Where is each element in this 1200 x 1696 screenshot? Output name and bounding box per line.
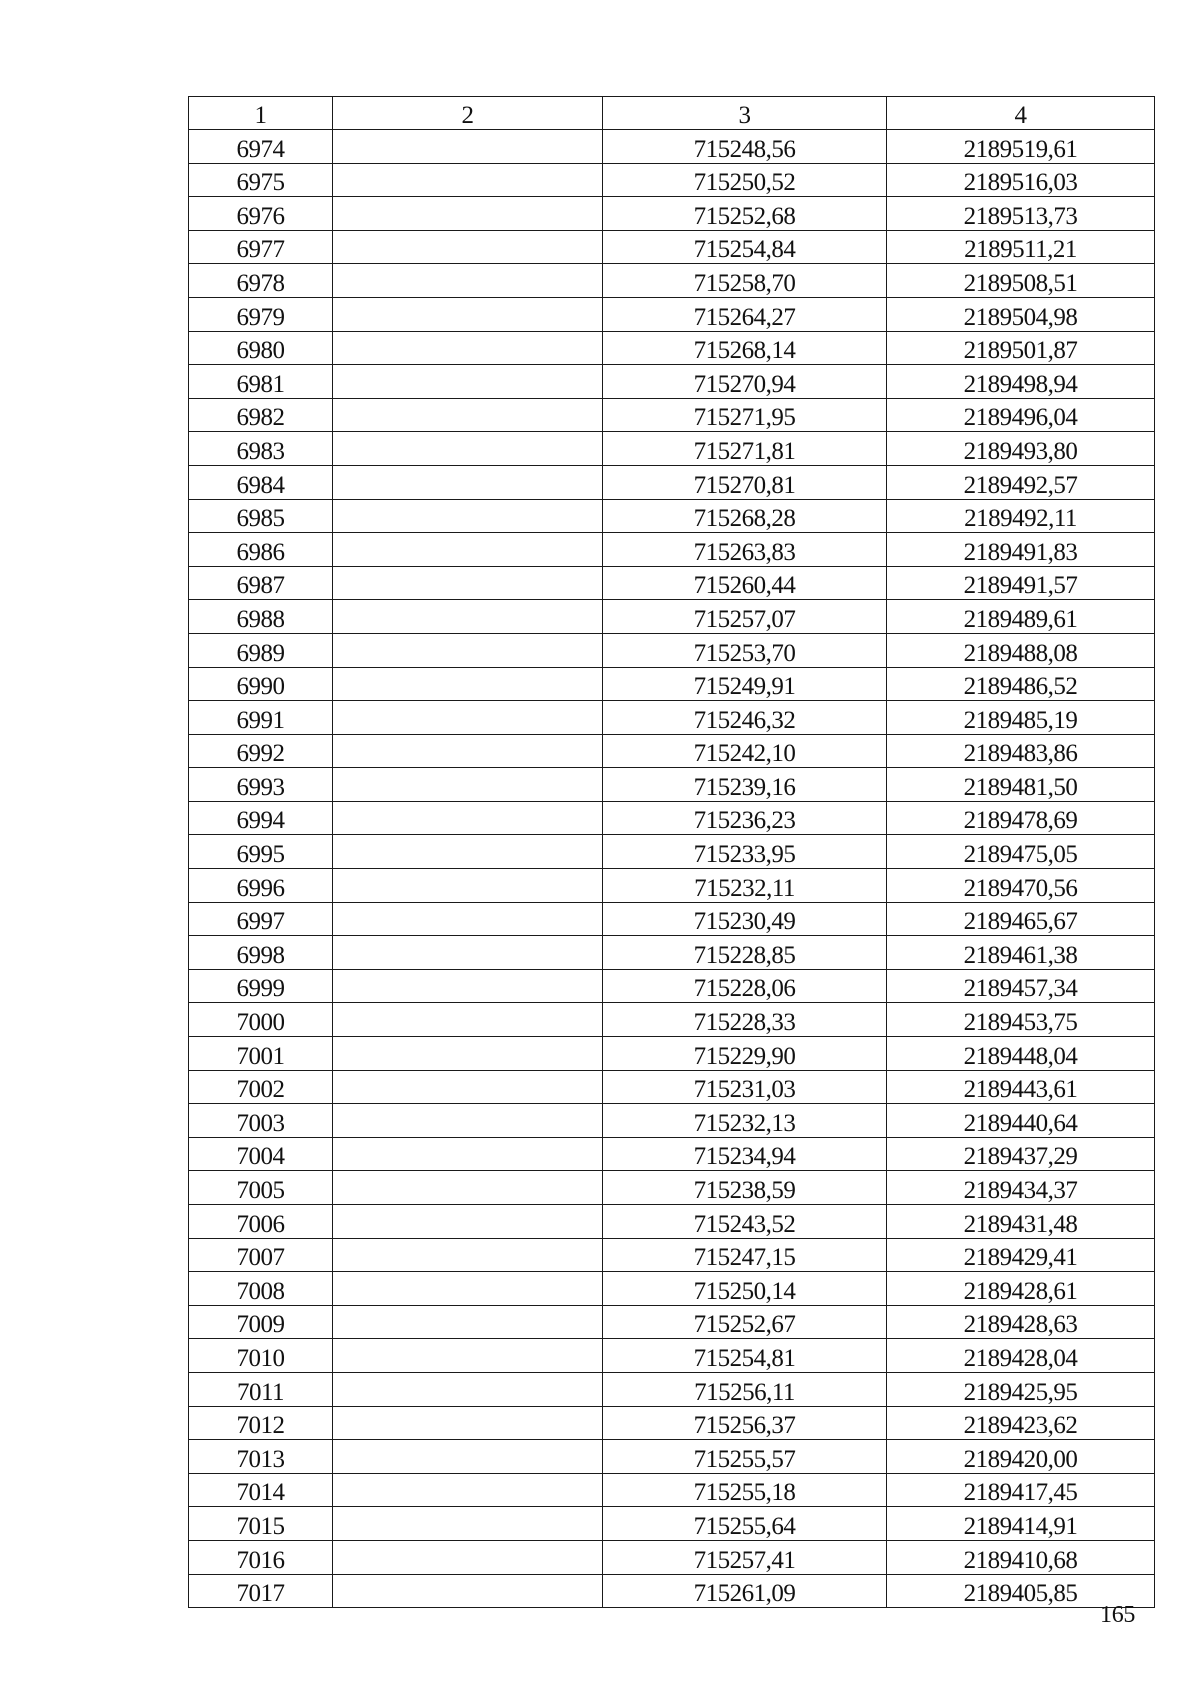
table-row [189, 701, 1155, 735]
description-cell [333, 801, 603, 835]
point-number-cell: 6993 [189, 768, 333, 802]
table-row [189, 667, 1155, 701]
y-coordinate-cell: 2189501,87 [887, 331, 1155, 365]
point-number-cell: 7015 [189, 1507, 333, 1541]
point-number-cell: 6995 [189, 835, 333, 869]
point-number-cell: 7005 [189, 1171, 333, 1205]
description-cell [333, 297, 603, 331]
point-number-cell: 6991 [189, 701, 333, 735]
table-row [189, 1205, 1155, 1239]
y-coordinate-cell: 2189478,69 [887, 801, 1155, 835]
point-number-cell: 7000 [189, 1003, 333, 1037]
x-coordinate-cell: 715264,27 [603, 297, 887, 331]
table-row [189, 801, 1155, 835]
y-coordinate-cell: 2189434,37 [887, 1171, 1155, 1205]
column-header-1: 1 [189, 97, 333, 130]
y-coordinate-cell: 2189491,83 [887, 533, 1155, 567]
table-body [189, 130, 1155, 1608]
point-number-cell: 7004 [189, 1137, 333, 1171]
x-coordinate-cell: 715228,06 [603, 969, 887, 1003]
y-coordinate-cell: 2189485,19 [887, 701, 1155, 735]
description-cell [333, 398, 603, 432]
x-coordinate-cell: 715230,49 [603, 902, 887, 936]
description-cell [333, 936, 603, 970]
description-cell [333, 1406, 603, 1440]
description-cell [333, 1171, 603, 1205]
description-cell [333, 264, 603, 298]
point-number-cell: 6980 [189, 331, 333, 365]
x-coordinate-cell: 715238,59 [603, 1171, 887, 1205]
y-coordinate-cell: 2189513,73 [887, 197, 1155, 231]
y-coordinate-cell: 2189489,61 [887, 600, 1155, 634]
x-coordinate-cell: 715232,11 [603, 869, 887, 903]
table-row [189, 1171, 1155, 1205]
description-cell [333, 1003, 603, 1037]
description-cell [333, 1104, 603, 1138]
point-number-cell: 6974 [189, 130, 333, 164]
description-cell [333, 1205, 603, 1239]
x-coordinate-cell: 715258,70 [603, 264, 887, 298]
description-cell [333, 465, 603, 499]
y-coordinate-cell: 2189496,04 [887, 398, 1155, 432]
description-cell [333, 1540, 603, 1574]
y-coordinate-cell: 2189457,34 [887, 969, 1155, 1003]
table-row [189, 1507, 1155, 1541]
x-coordinate-cell: 715239,16 [603, 768, 887, 802]
description-cell [333, 902, 603, 936]
description-cell [333, 432, 603, 466]
y-coordinate-cell: 2189508,51 [887, 264, 1155, 298]
x-coordinate-cell: 715250,14 [603, 1272, 887, 1306]
point-number-cell: 6986 [189, 533, 333, 567]
x-coordinate-cell: 715257,41 [603, 1540, 887, 1574]
table-row [189, 197, 1155, 231]
point-number-cell: 7013 [189, 1440, 333, 1474]
y-coordinate-cell: 2189453,75 [887, 1003, 1155, 1037]
table-row [189, 1037, 1155, 1071]
description-cell [333, 734, 603, 768]
x-coordinate-cell: 715246,32 [603, 701, 887, 735]
table-row [189, 465, 1155, 499]
table-row [189, 1305, 1155, 1339]
description-cell [333, 566, 603, 600]
description-cell [333, 1070, 603, 1104]
y-coordinate-cell: 2189470,56 [887, 869, 1155, 903]
y-coordinate-cell: 2189428,04 [887, 1339, 1155, 1373]
point-number-cell: 7001 [189, 1037, 333, 1071]
description-cell [333, 1440, 603, 1474]
point-number-cell: 6994 [189, 801, 333, 835]
x-coordinate-cell: 715255,57 [603, 1440, 887, 1474]
table-row [189, 633, 1155, 667]
point-number-cell: 6977 [189, 230, 333, 264]
point-number-cell: 6979 [189, 297, 333, 331]
table-row [189, 432, 1155, 466]
y-coordinate-cell: 2189414,91 [887, 1507, 1155, 1541]
y-coordinate-cell: 2189492,57 [887, 465, 1155, 499]
x-coordinate-cell: 715257,07 [603, 600, 887, 634]
table-row [189, 566, 1155, 600]
description-cell [333, 130, 603, 164]
description-cell [333, 633, 603, 667]
description-cell [333, 499, 603, 533]
x-coordinate-cell: 715248,56 [603, 130, 887, 164]
x-coordinate-cell: 715268,14 [603, 331, 887, 365]
x-coordinate-cell: 715271,95 [603, 398, 887, 432]
x-coordinate-cell: 715252,68 [603, 197, 887, 231]
description-cell [333, 969, 603, 1003]
x-coordinate-cell: 715242,10 [603, 734, 887, 768]
y-coordinate-cell: 2189429,41 [887, 1238, 1155, 1272]
x-coordinate-cell: 715243,52 [603, 1205, 887, 1239]
header-row [189, 97, 1155, 130]
description-cell [333, 1372, 603, 1406]
point-number-cell: 7006 [189, 1205, 333, 1239]
description-cell [333, 197, 603, 231]
y-coordinate-cell: 2189448,04 [887, 1037, 1155, 1071]
point-number-cell: 7008 [189, 1272, 333, 1306]
x-coordinate-cell: 715250,52 [603, 163, 887, 197]
description-cell [333, 768, 603, 802]
table-row [189, 869, 1155, 903]
x-coordinate-cell: 715232,13 [603, 1104, 887, 1138]
x-coordinate-cell: 715256,37 [603, 1406, 887, 1440]
y-coordinate-cell: 2189492,11 [887, 499, 1155, 533]
table-row [189, 1339, 1155, 1373]
x-coordinate-cell: 715228,85 [603, 936, 887, 970]
table-row [189, 365, 1155, 399]
description-cell [333, 1272, 603, 1306]
point-number-cell: 6975 [189, 163, 333, 197]
point-number-cell: 7012 [189, 1406, 333, 1440]
description-cell [333, 1473, 603, 1507]
y-coordinate-cell: 2189465,67 [887, 902, 1155, 936]
y-coordinate-cell: 2189486,52 [887, 667, 1155, 701]
table-row [189, 1137, 1155, 1171]
x-coordinate-cell: 715263,83 [603, 533, 887, 567]
x-coordinate-cell: 715260,44 [603, 566, 887, 600]
point-number-cell: 7017 [189, 1574, 333, 1608]
description-cell [333, 835, 603, 869]
point-number-cell: 6988 [189, 600, 333, 634]
x-coordinate-cell: 715247,15 [603, 1238, 887, 1272]
y-coordinate-cell: 2189428,61 [887, 1272, 1155, 1306]
point-number-cell: 6997 [189, 902, 333, 936]
point-number-cell: 6976 [189, 197, 333, 231]
table-row [189, 230, 1155, 264]
table-header [189, 97, 1155, 130]
table-row [189, 1406, 1155, 1440]
table-row [189, 600, 1155, 634]
table-row [189, 768, 1155, 802]
point-number-cell: 6987 [189, 566, 333, 600]
table-row [189, 130, 1155, 164]
table-row [189, 902, 1155, 936]
x-coordinate-cell: 715255,18 [603, 1473, 887, 1507]
x-coordinate-cell: 715234,94 [603, 1137, 887, 1171]
point-number-cell: 6989 [189, 633, 333, 667]
description-cell [333, 701, 603, 735]
y-coordinate-cell: 2189504,98 [887, 297, 1155, 331]
y-coordinate-cell: 2189511,21 [887, 230, 1155, 264]
point-number-cell: 7002 [189, 1070, 333, 1104]
y-coordinate-cell: 2189475,05 [887, 835, 1155, 869]
y-coordinate-cell: 2189481,50 [887, 768, 1155, 802]
point-number-cell: 7010 [189, 1339, 333, 1373]
y-coordinate-cell: 2189428,63 [887, 1305, 1155, 1339]
x-coordinate-cell: 715271,81 [603, 432, 887, 466]
description-cell [333, 533, 603, 567]
y-coordinate-cell: 2189516,03 [887, 163, 1155, 197]
point-number-cell: 7014 [189, 1473, 333, 1507]
column-header-3: 3 [603, 97, 887, 130]
table-row [189, 297, 1155, 331]
table-row [189, 1574, 1155, 1608]
table-row [189, 969, 1155, 1003]
x-coordinate-cell: 715233,95 [603, 835, 887, 869]
table-row [189, 499, 1155, 533]
y-coordinate-cell: 2189483,86 [887, 734, 1155, 768]
table-row [189, 1070, 1155, 1104]
description-cell [333, 600, 603, 634]
table-row [189, 1473, 1155, 1507]
table-row [189, 163, 1155, 197]
point-number-cell: 6984 [189, 465, 333, 499]
table-row [189, 1540, 1155, 1574]
description-cell [333, 230, 603, 264]
table-row [189, 1238, 1155, 1272]
point-number-cell: 6983 [189, 432, 333, 466]
description-cell [333, 1339, 603, 1373]
table-row [189, 1104, 1155, 1138]
y-coordinate-cell: 2189410,68 [887, 1540, 1155, 1574]
description-cell [333, 667, 603, 701]
x-coordinate-cell: 715228,33 [603, 1003, 887, 1037]
point-number-cell: 6990 [189, 667, 333, 701]
point-number-cell: 6996 [189, 869, 333, 903]
y-coordinate-cell: 2189519,61 [887, 130, 1155, 164]
description-cell [333, 1137, 603, 1171]
y-coordinate-cell: 2189443,61 [887, 1070, 1155, 1104]
point-number-cell: 7011 [189, 1372, 333, 1406]
point-number-cell: 6985 [189, 499, 333, 533]
y-coordinate-cell: 2189493,80 [887, 432, 1155, 466]
table-row [189, 1272, 1155, 1306]
x-coordinate-cell: 715270,81 [603, 465, 887, 499]
point-number-cell: 7003 [189, 1104, 333, 1138]
x-coordinate-cell: 715253,70 [603, 633, 887, 667]
table-row [189, 264, 1155, 298]
x-coordinate-cell: 715231,03 [603, 1070, 887, 1104]
y-coordinate-cell: 2189437,29 [887, 1137, 1155, 1171]
x-coordinate-cell: 715270,94 [603, 365, 887, 399]
description-cell [333, 365, 603, 399]
point-number-cell: 6982 [189, 398, 333, 432]
coordinates-table [188, 96, 1155, 1608]
y-coordinate-cell: 2189461,38 [887, 936, 1155, 970]
x-coordinate-cell: 715268,28 [603, 499, 887, 533]
point-number-cell: 6992 [189, 734, 333, 768]
description-cell [333, 869, 603, 903]
column-header-4: 4 [887, 97, 1155, 130]
table-row [189, 1003, 1155, 1037]
y-coordinate-cell: 2189405,85 [887, 1574, 1155, 1608]
y-coordinate-cell: 2189431,48 [887, 1205, 1155, 1239]
y-coordinate-cell: 2189425,95 [887, 1372, 1155, 1406]
description-cell [333, 1305, 603, 1339]
table-row [189, 734, 1155, 768]
x-coordinate-cell: 715255,64 [603, 1507, 887, 1541]
description-cell [333, 1037, 603, 1071]
y-coordinate-cell: 2189491,57 [887, 566, 1155, 600]
description-cell [333, 1238, 603, 1272]
point-number-cell: 6981 [189, 365, 333, 399]
description-cell [333, 163, 603, 197]
point-number-cell: 7007 [189, 1238, 333, 1272]
column-header-2: 2 [333, 97, 603, 130]
y-coordinate-cell: 2189498,94 [887, 365, 1155, 399]
x-coordinate-cell: 715261,09 [603, 1574, 887, 1608]
table-row [189, 1372, 1155, 1406]
point-number-cell: 6998 [189, 936, 333, 970]
x-coordinate-cell: 715256,11 [603, 1372, 887, 1406]
table-row [189, 1440, 1155, 1474]
table-row [189, 533, 1155, 567]
point-number-cell: 6999 [189, 969, 333, 1003]
page-number: 165 [1100, 1602, 1136, 1628]
x-coordinate-cell: 715254,84 [603, 230, 887, 264]
description-cell [333, 1574, 603, 1608]
y-coordinate-cell: 2189423,62 [887, 1406, 1155, 1440]
x-coordinate-cell: 715229,90 [603, 1037, 887, 1071]
description-cell [333, 331, 603, 365]
x-coordinate-cell: 715254,81 [603, 1339, 887, 1373]
point-number-cell: 6978 [189, 264, 333, 298]
x-coordinate-cell: 715236,23 [603, 801, 887, 835]
table-row [189, 331, 1155, 365]
x-coordinate-cell: 715252,67 [603, 1305, 887, 1339]
y-coordinate-cell: 2189488,08 [887, 633, 1155, 667]
point-number-cell: 7016 [189, 1540, 333, 1574]
y-coordinate-cell: 2189417,45 [887, 1473, 1155, 1507]
y-coordinate-cell: 2189420,00 [887, 1440, 1155, 1474]
description-cell [333, 1507, 603, 1541]
table-row [189, 936, 1155, 970]
table-row [189, 835, 1155, 869]
point-number-cell: 7009 [189, 1305, 333, 1339]
table-row [189, 398, 1155, 432]
x-coordinate-cell: 715249,91 [603, 667, 887, 701]
y-coordinate-cell: 2189440,64 [887, 1104, 1155, 1138]
